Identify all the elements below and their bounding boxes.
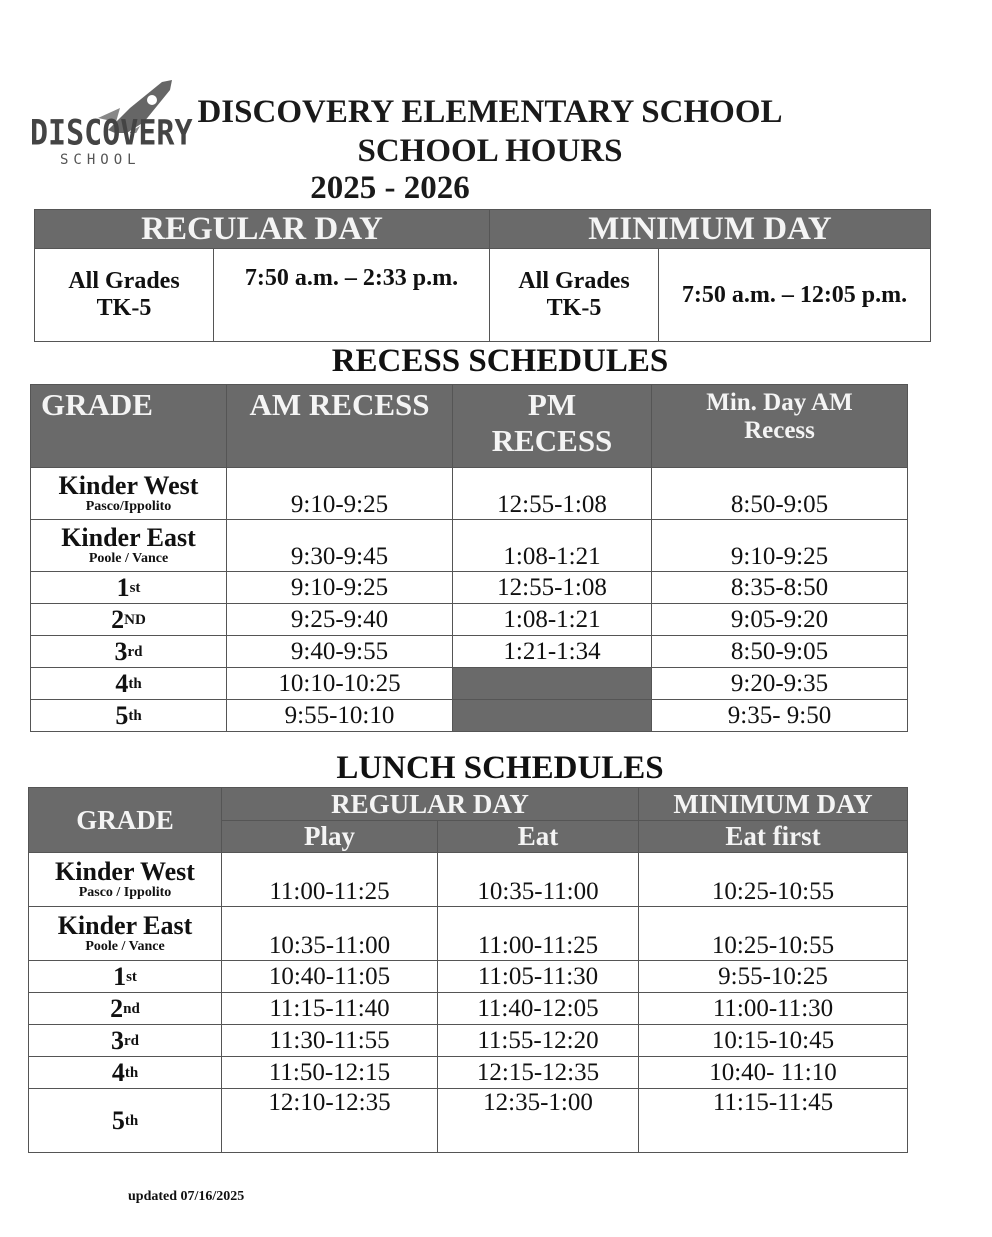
recess-pm-header (453, 385, 652, 468)
grade-label (29, 993, 221, 1023)
grade-label (29, 1105, 221, 1135)
regular-time-cell: 7:50 a.m. – 2:33 p.m. (214, 249, 490, 342)
pm-recess-time (453, 700, 652, 732)
lunch-grade-header: GRADE (29, 788, 222, 853)
am-recess-time: 9:25-9:40 (227, 604, 453, 636)
grade-ordinal-suffix: ND (124, 611, 146, 628)
regular-grades-line1: All Grades (68, 268, 180, 294)
am-recess-time: 9:55-10:10 (227, 700, 453, 732)
grade-cell (31, 468, 227, 520)
lunch-play-time: 11:15-11:40 (222, 993, 438, 1025)
recess-row (31, 636, 908, 668)
recess-am-header: AM RECESS (227, 385, 453, 468)
min-day-recess-time: 9:20-9:35 (652, 668, 908, 700)
grade-text: 5 (115, 700, 129, 730)
lunch-play-time: 12:10-12:35 (222, 1089, 438, 1153)
grade-ordinal-suffix: th (124, 1064, 139, 1081)
pm-recess-time (453, 668, 652, 700)
grade-cell (29, 907, 222, 961)
recess-row (31, 572, 908, 604)
lunch-row (29, 961, 908, 993)
grade-ordinal-suffix: th (128, 675, 142, 692)
grade-text: 2 (110, 993, 124, 1023)
lunch-row (29, 907, 908, 961)
grade-cell (29, 993, 222, 1025)
recess-title: RECESS SCHEDULES (331, 343, 669, 379)
lunch-row (29, 853, 908, 907)
lunch-play-time: 11:50-12:15 (222, 1057, 438, 1089)
grade-ordinal-suffix: st (129, 579, 141, 596)
lunch-min-day-time: 11:00-11:30 (639, 993, 908, 1025)
min-day-recess-time: 8:50-9:05 (652, 636, 908, 668)
grade-text: Kinder East (57, 910, 193, 940)
document-title: SCHOOL HOURS (357, 133, 623, 169)
grade-ordinal-suffix: rd (124, 1032, 139, 1049)
pm-recess-time: 1:08-1:21 (453, 604, 652, 636)
lunch-eat-header: Eat (438, 821, 639, 853)
am-recess-time: 9:10-9:25 (227, 468, 453, 520)
grade-text: 4 (115, 668, 129, 698)
grade-label (31, 636, 226, 666)
pm-recess-time: 12:55-1:08 (453, 468, 652, 520)
lunch-regular-header: REGULAR DAY (222, 788, 639, 821)
lunch-eat-time: 11:55-12:20 (438, 1025, 639, 1057)
lunch-min-day-time: 11:15-11:45 (639, 1089, 908, 1153)
grade-text: Kinder West (58, 470, 199, 500)
lunch-row (29, 1025, 908, 1057)
grade-label (29, 856, 221, 886)
lunch-min-day-time: 10:25-10:55 (639, 907, 908, 961)
pm-recess-time: 1:08-1:21 (453, 520, 652, 572)
grade-cell (29, 1057, 222, 1089)
lunch-eat-time: 10:35-11:00 (438, 853, 639, 907)
lunch-play-time: 11:30-11:55 (222, 1025, 438, 1057)
lunch-eat-time: 12:35-1:00 (438, 1089, 639, 1153)
minimum-grades-cell (490, 249, 659, 342)
lunch-play-time: 11:00-11:25 (222, 853, 438, 907)
lunch-play-header: Play (222, 821, 438, 853)
logo-subtitle: SCHOOL (60, 152, 141, 168)
lunch-title: LUNCH SCHEDULES (336, 750, 664, 786)
grade-teachers: Poole / Vance (88, 550, 169, 566)
lunch-minimum-header: MINIMUM DAY (639, 788, 908, 821)
recess-table (30, 384, 908, 732)
lunch-row (29, 1057, 908, 1089)
school-logo (30, 78, 193, 178)
grade-text: 1 (113, 961, 127, 991)
grade-text: 2 (111, 604, 125, 634)
lunch-min-day-time: 10:40- 11:10 (639, 1057, 908, 1089)
grade-label (29, 961, 221, 991)
grade-cell (31, 572, 227, 604)
grade-teachers: Pasco/Ippolito (85, 498, 172, 514)
min-day-recess-time: 9:35- 9:50 (652, 700, 908, 732)
regular-day-header: REGULAR DAY (35, 210, 490, 249)
grade-label (31, 470, 226, 500)
grade-cell (31, 520, 227, 572)
logo-wordmark: DISCOVERY (30, 113, 193, 154)
grade-text: Kinder East (61, 522, 196, 552)
grade-label (29, 910, 221, 940)
recess-pm-header-line1: PM (527, 387, 577, 422)
grade-label (31, 700, 226, 730)
lunch-min-day-time: 10:15-10:45 (639, 1025, 908, 1057)
grade-text: Kinder West (55, 856, 195, 886)
minimum-grades-line2: TK-5 (546, 295, 602, 321)
grade-ordinal-suffix: th (124, 1112, 139, 1129)
grade-ordinal-suffix: st (126, 968, 137, 985)
am-recess-time: 9:10-9:25 (227, 572, 453, 604)
grade-text: 3 (114, 636, 128, 666)
grade-cell (29, 961, 222, 993)
grade-teachers: Poole / Vance (85, 938, 165, 954)
minimum-time-cell: 7:50 a.m. – 12:05 p.m. (659, 249, 931, 342)
min-day-recess-time: 8:35-8:50 (652, 572, 908, 604)
grade-label (29, 1025, 221, 1055)
recess-min-header-line2: Recess (744, 417, 815, 444)
grade-text: 5 (111, 1105, 125, 1135)
recess-grade-header: GRADE (31, 385, 227, 468)
grade-text: 1 (116, 572, 130, 602)
lunch-min-day-time: 9:55-10:25 (639, 961, 908, 993)
am-recess-time: 9:40-9:55 (227, 636, 453, 668)
lunch-eat-time: 11:40-12:05 (438, 993, 639, 1025)
recess-pm-header-line2: RECESS (491, 423, 613, 458)
grade-ordinal-suffix: th (128, 707, 142, 724)
pm-recess-time: 1:21-1:34 (453, 636, 652, 668)
recess-row (31, 468, 908, 520)
grade-cell (31, 700, 227, 732)
lunch-eat-time: 12:15-12:35 (438, 1057, 639, 1089)
grade-cell (29, 853, 222, 907)
school-name: DISCOVERY ELEMENTARY SCHOOL (197, 94, 783, 130)
lunch-row (29, 993, 908, 1025)
minimum-day-header: MINIMUM DAY (490, 210, 931, 249)
recess-min-header (652, 385, 908, 468)
grade-cell (29, 1089, 222, 1153)
grade-label (31, 604, 226, 634)
grade-cell (29, 1025, 222, 1057)
lunch-eat-time: 11:05-11:30 (438, 961, 639, 993)
grade-text: 4 (111, 1057, 125, 1087)
recess-row (31, 668, 908, 700)
lunch-min-day-time: 10:25-10:55 (639, 853, 908, 907)
recess-row (31, 700, 908, 732)
grade-cell (31, 604, 227, 636)
recess-row (31, 520, 908, 572)
lunch-eat-first-header: Eat first (639, 821, 908, 853)
grade-ordinal-suffix: rd (127, 643, 143, 660)
min-day-recess-time: 9:10-9:25 (652, 520, 908, 572)
grade-text: 3 (111, 1025, 124, 1055)
grade-label (31, 522, 226, 552)
minimum-grades-line1: All Grades (518, 268, 630, 294)
regular-grades-cell (35, 249, 214, 342)
grade-label (31, 572, 226, 602)
updated-date: updated 07/16/2025 (128, 1189, 245, 1204)
grade-cell (31, 636, 227, 668)
am-recess-time: 9:30-9:45 (227, 520, 453, 572)
lunch-eat-time: 11:00-11:25 (438, 907, 639, 961)
pm-recess-time: 12:55-1:08 (453, 572, 652, 604)
lunch-row (29, 1089, 908, 1153)
regular-grades-line2: TK-5 (96, 295, 152, 321)
am-recess-time: 10:10-10:25 (227, 668, 453, 700)
school-year: 2025 - 2026 (310, 170, 470, 206)
grade-teachers: Pasco / Ippolito (78, 884, 172, 900)
lunch-table (28, 787, 908, 1153)
min-day-recess-time: 8:50-9:05 (652, 468, 908, 520)
lunch-play-time: 10:35-11:00 (222, 907, 438, 961)
grade-cell (31, 668, 227, 700)
school-hours-table (34, 209, 931, 342)
grade-label (31, 668, 226, 698)
recess-min-header-line1: Min. Day AM (706, 389, 853, 416)
grade-label (29, 1057, 221, 1087)
lunch-play-time: 10:40-11:05 (222, 961, 438, 993)
min-day-recess-time: 9:05-9:20 (652, 604, 908, 636)
recess-row (31, 604, 908, 636)
grade-ordinal-suffix: nd (123, 1000, 140, 1017)
